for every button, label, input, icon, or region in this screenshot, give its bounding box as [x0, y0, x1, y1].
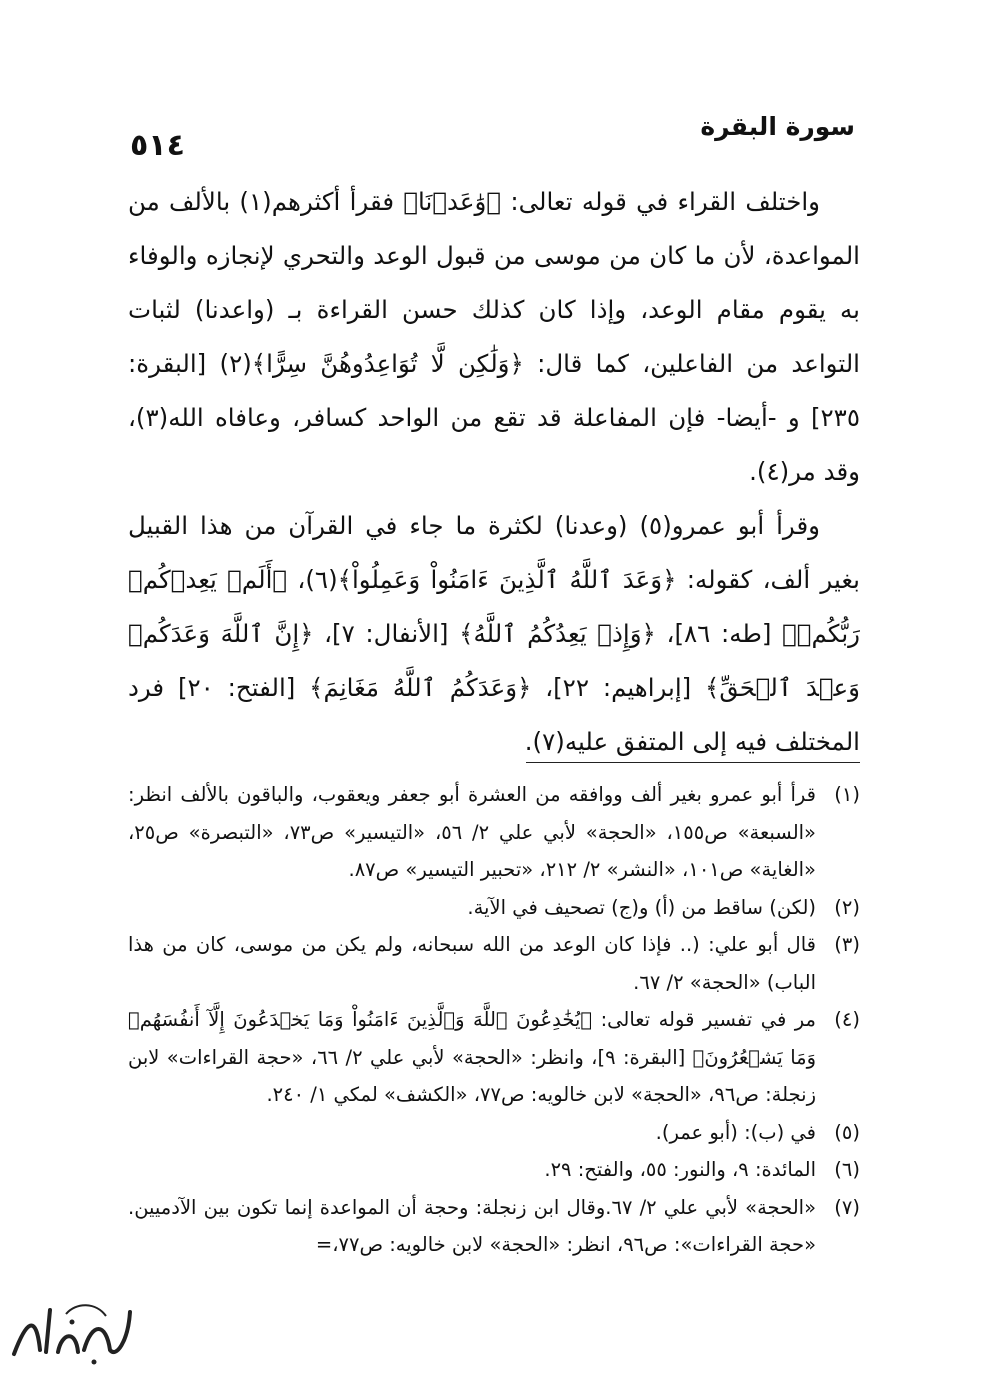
- footnote-text: [128, 1189, 816, 1264]
- footnote-number: (٣): [834, 933, 860, 956]
- running-title: سورة البقرة: [700, 112, 855, 141]
- footnote: [128, 776, 860, 889]
- text-line: و -أيضا- فإن المفاعلة قد تقع من الواحد كسافر، وعافاه الله(٣)،: [128, 403, 800, 432]
- footnote-text: [128, 1001, 816, 1114]
- text-line: وقرأ أبو عمرو(٥) (وعدنا) لكثرة ما جاء في القرآن من هذا القبيل بغير: [128, 511, 860, 594]
- footnote-line: يَشۡعُرُونَ﴾ [البقرة: ٩]، وانظر: «الحجة» لأبي علي ٢/ ٦٦، «حجة القراءات» لابن: [128, 1045, 783, 1069]
- footnote-line: مر في تفسير قوله تعالى: ﴿يُخَٰدِعُونَ ٱللَّهَ وَٱلَّذِينَ ءَامَنُواْ وَمَا يَخۡدَعُونَ إِلَّآ أَنفُسَهُمۡ وَمَا: [128, 1008, 816, 1069]
- footnote: [128, 1114, 860, 1152]
- footnotes: [128, 776, 860, 1264]
- footnote: [128, 889, 860, 927]
- footnote-text: [128, 926, 816, 1001]
- text-line: ألف، كقوله: ﴿وَعَدَ ٱللَّهُ ٱلَّذِينَ ءَامَنُواْ وَعَمِلُواْ﴾(٦)، ﴿أَلَمۡ يَعِدۡكُمۡ رَبُّكُمۡ﴾: [128, 565, 860, 648]
- stamp-calligraphy-icon: [6, 1292, 138, 1374]
- footnote-line: المائدة: ٩، والنور: ٥٥، والفتح: ٢٩.: [544, 1158, 816, 1181]
- footnote-line: زنجلة: ص٩٦، «الحجة» لابن خالويه: ص٧٧، «الكشف» لمكي ١/ ٢٤٠.: [266, 1083, 816, 1106]
- footnote-number: (٦): [834, 1158, 860, 1181]
- text-line: المواعدة، لأن ما كان من موسى من قبول الوعد والتحري لإنجازه: [205, 241, 860, 270]
- footnote: [128, 1189, 860, 1264]
- text-line: إلى المتفق عليه(٧).: [524, 727, 728, 756]
- main-text: [128, 175, 860, 769]
- footnote-line: في (ب): (أبو عمر).: [655, 1120, 816, 1144]
- footnote-line: (لكن) ساقط من (أ) و(ج) تصحيف في الآية.: [467, 895, 816, 919]
- text-line: التواعد من الفاعلين، كما قال: ﴿وَلَٰكِن لَّا تُوَاعِدُوهُنَّ سِرًّا﴾(٢) [البقرة: ٢٣٥]: [128, 349, 860, 432]
- footnote-number: (٧): [834, 1195, 860, 1219]
- library-stamp-logo: [6, 1292, 138, 1374]
- footnote-text: [128, 1151, 816, 1189]
- footnote-text: [128, 1114, 816, 1152]
- footnote-line: انظر: «السبعة» ص١٥٥، «الحجة» لأبي علي ٢/ ٥٦، «التيسير» ص٧٣،: [128, 783, 816, 844]
- footnote-line: «التبصرة» ص٢٥، «الغاية» ص١٠١، «النشر» ٢/ ٢١٢، «تحبير التيسير» ص٨٧.: [128, 820, 816, 881]
- footnote-divider: [526, 762, 860, 763]
- footnote-number: (١): [834, 783, 860, 806]
- page-number: ٥١٤: [130, 128, 185, 163]
- footnote-line: قال أبو علي: (.. فإذا كان الوعد من الله سبحانه، ولم يكن من موسى، كان من: [162, 933, 816, 956]
- footnote: [128, 1151, 860, 1189]
- text-line: ٱلۡحَقِّ﴾ [إبراهيم: ٢٢]، ﴿وَعَدَكُمُ ٱللَّهُ مَغَانِمَ﴾ [الفتح: ٢٠] فرد المختلف فيه: [128, 673, 860, 756]
- footnote-number: (٥): [834, 1120, 860, 1144]
- footnote-text: [128, 889, 816, 927]
- footnote-line: هذا الباب) «الحجة» ٢/ ٦٧.: [128, 933, 816, 994]
- footnote: [128, 926, 860, 1001]
- footnote-number: (٤): [834, 1008, 860, 1031]
- paragraph: [128, 499, 860, 769]
- text-line: وقد مر(٤).: [749, 457, 860, 486]
- footnote-text: [128, 776, 816, 889]
- footnote: [128, 1001, 860, 1114]
- text-line: والوفاء به يقوم مقام الوعد، وإذا كان كذلك حسن القراءة بـ (واعدنا) لثبات: [128, 241, 860, 324]
- text-line: واختلف القراء في قوله تعالى: ﴿وَٰعَدۡنَا﴾ فقرأ أكثرهم(١) بالألف من: [128, 187, 820, 216]
- text-line: [طه: ٨٦]، ﴿وَإِذۡ يَعِدُكُمُ ٱللَّهُ﴾ [الأنفال: ٧]، ﴿إِنَّ ٱللَّهَ وَعَدَكُمۡ وَعۡدَ: [128, 619, 860, 702]
- footnote-line: الآدميين. «حجة القراءات»: ص٩٦، انظر: «الحجة» لابن خالويه: ص٧٧،=: [128, 1195, 816, 1256]
- footnote-line: قرأ أبو عمرو بغير ألف ووافقه من العشرة أبو جعفر ويعقوب، والباقون بالألف: [180, 783, 816, 806]
- footnote-line: «الحجة» لأبي علي ٢/ ٦٧.وقال ابن زنجلة: وحجة أن المواعدة إنما تكون بين: [203, 1195, 816, 1219]
- footnote-number: (٢): [834, 895, 860, 919]
- paragraph: [128, 175, 860, 499]
